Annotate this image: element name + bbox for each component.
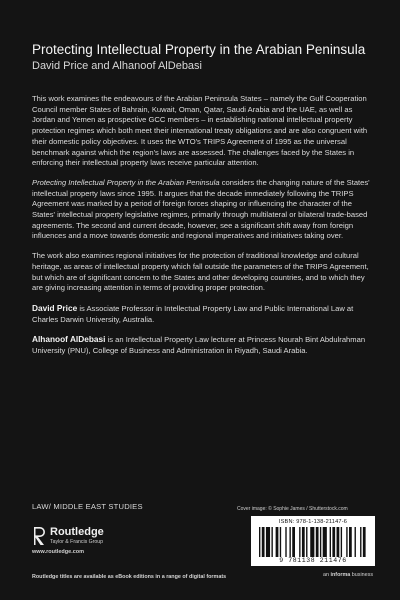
barcode-icon — [255, 527, 371, 557]
informa-suffix: business — [350, 572, 374, 578]
informa-brand: informa — [330, 572, 351, 578]
blurb-italic-title: Protecting Intellectual Property in the Arabian Peninsula — [32, 177, 220, 187]
author-bio-aldebasi-text: is an Intellectual Property Law lecturer at Princess Nourah Bint Abdulrahman University (PNU), College of Business and Administration in Riyadh, Saudi Arabia. — [32, 335, 366, 356]
blurb-paragraph-2-text: considers the changing nature of the States' intellectual property laws since 1995. It argues that the decade immediately following the TRIPS Agreement was marked by a period of foreign forces shaping or influencing the character of the States' intellectual property legislative regimes, primarily through multilateral or bilateral trade-based agreements. The second and current decade, however, see a significant shift away from foreign influences and a move towards domestic and regional imperatives and initiatives taking over. — [32, 177, 370, 241]
publisher-url: www.routledge.com — [32, 549, 85, 555]
author-name-price: David Price — [32, 302, 78, 313]
publisher-logo — [32, 526, 152, 566]
publisher-name: Routledge — [50, 526, 104, 538]
book-authors: David Price and Alhanoof AlDebasi — [32, 60, 202, 72]
image-credit: Cover image: © Sophie James / Shutterstock.com — [237, 506, 348, 512]
blurb-paragraph-3: The work also examines regional initiatives for the protection of traditional knowledge and cultural heritage, as areas of intellectual property which fall outside the parameters of the TRIPS Agreement, but which are of significant concern to the States and other developing countries, and to which they are giving increasing attention in terms of providing proper protection. — [32, 251, 369, 293]
isbn-barcode — [251, 516, 375, 566]
publisher-group: Taylor & Francis Group — [50, 539, 104, 545]
author-bio-price-text: is Associate Professor in Intellectual Property Law and Public International Law at Charles Darwin University, Australia. — [32, 303, 354, 324]
informa-prefix: an — [323, 572, 331, 578]
ebook-note: Routledge titles are available as eBook editions in a range of digital formats — [32, 574, 227, 580]
author-bio-aldebasi — [32, 334, 374, 356]
routledge-logo-icon — [32, 526, 46, 546]
blurb — [32, 94, 374, 366]
barcode-digits: 9 781138 211476 — [279, 557, 347, 564]
subject-category: LAW/ MIDDLE EAST STUDIES — [32, 502, 143, 511]
book-title: Protecting Intellectual Property in the Arabian Peninsula — [32, 42, 366, 57]
blurb-paragraph-1: This work examines the endeavours of the Arabian Peninsula States – namely the Gulf Cooperation Council member States of Bahrain, Kuwait, Oman, Qatar, Saudi Arabia and the UAE, as well as Jordan and Yemen as prospective GCC members – in establishing national intellectual property protection regimes which both meet their international treaty obligations and are also congruent with their domestic policy objectives. It uses the WTO's TRIPS Agreement of 1995 as the universal benchmark against which the region's laws are assessed. The challenges faced by the States in enforcing their intellectual property laws receive particular attention. — [32, 94, 368, 168]
author-bio-price — [32, 303, 374, 325]
author-name-aldebasi: Alhanoof AlDebasi — [32, 334, 106, 345]
informa-business — [323, 572, 373, 578]
blurb-paragraph-2 — [32, 178, 374, 242]
isbn-label: ISBN: 978-1-138-21147-6 — [278, 519, 348, 525]
